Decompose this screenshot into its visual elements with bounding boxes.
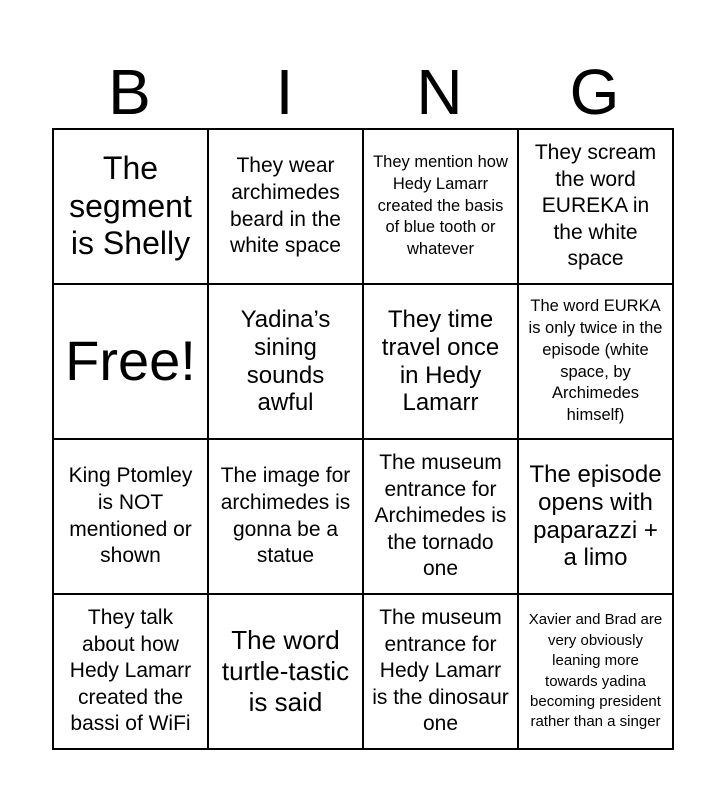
bingo-cell[interactable]: They time travel once in Hedy Lamarr <box>363 284 518 439</box>
header-letter-i: I <box>275 56 294 128</box>
bingo-cell[interactable]: Xavier and Brad are very obviously leaning more towards yadina becoming president rather than a singer <box>518 594 673 749</box>
header-letter-n: N <box>416 56 463 128</box>
bingo-cell[interactable]: Yadina’s sining sounds awful <box>208 284 363 439</box>
bingo-board <box>52 128 674 750</box>
bingo-cell[interactable]: The episode opens with paparazzi + a limo <box>518 439 673 594</box>
bingo-cell[interactable]: King Ptomley is NOT mentioned or shown <box>53 439 208 594</box>
board-row <box>53 284 673 439</box>
bingo-cell[interactable]: They scream the word EUREKA in the white space <box>518 129 673 284</box>
header-letter-g: G <box>569 56 620 128</box>
free-cell[interactable]: Free! <box>53 284 208 439</box>
bingo-cell[interactable]: The segment is Shelly <box>53 129 208 284</box>
bingo-cell[interactable]: They mention how Hedy Lamarr created the basis of blue tooth or whatever <box>363 129 518 284</box>
board-row <box>53 129 673 284</box>
bingo-cell[interactable]: They talk about how Hedy Lamarr created the bassi of WiFi <box>53 594 208 749</box>
bingo-cell[interactable]: The museum entrance for Hedy Lamarr is the dinosaur one <box>363 594 518 749</box>
bingo-cell[interactable]: The museum entrance for Archimedes is the tornado one <box>363 439 518 594</box>
bingo-header <box>52 56 672 128</box>
bingo-cell[interactable]: The word EURKA is only twice in the episode (white space, by Archimedes himself) <box>518 284 673 439</box>
bingo-cell[interactable]: The word turtle-tastic is said <box>208 594 363 749</box>
bingo-cell[interactable]: They wear archimedes beard in the white space <box>208 129 363 284</box>
board-row <box>53 439 673 594</box>
bingo-cell[interactable]: The image for archimedes is gonna be a statue <box>208 439 363 594</box>
header-letter-b: B <box>108 56 151 128</box>
board-row <box>53 594 673 749</box>
